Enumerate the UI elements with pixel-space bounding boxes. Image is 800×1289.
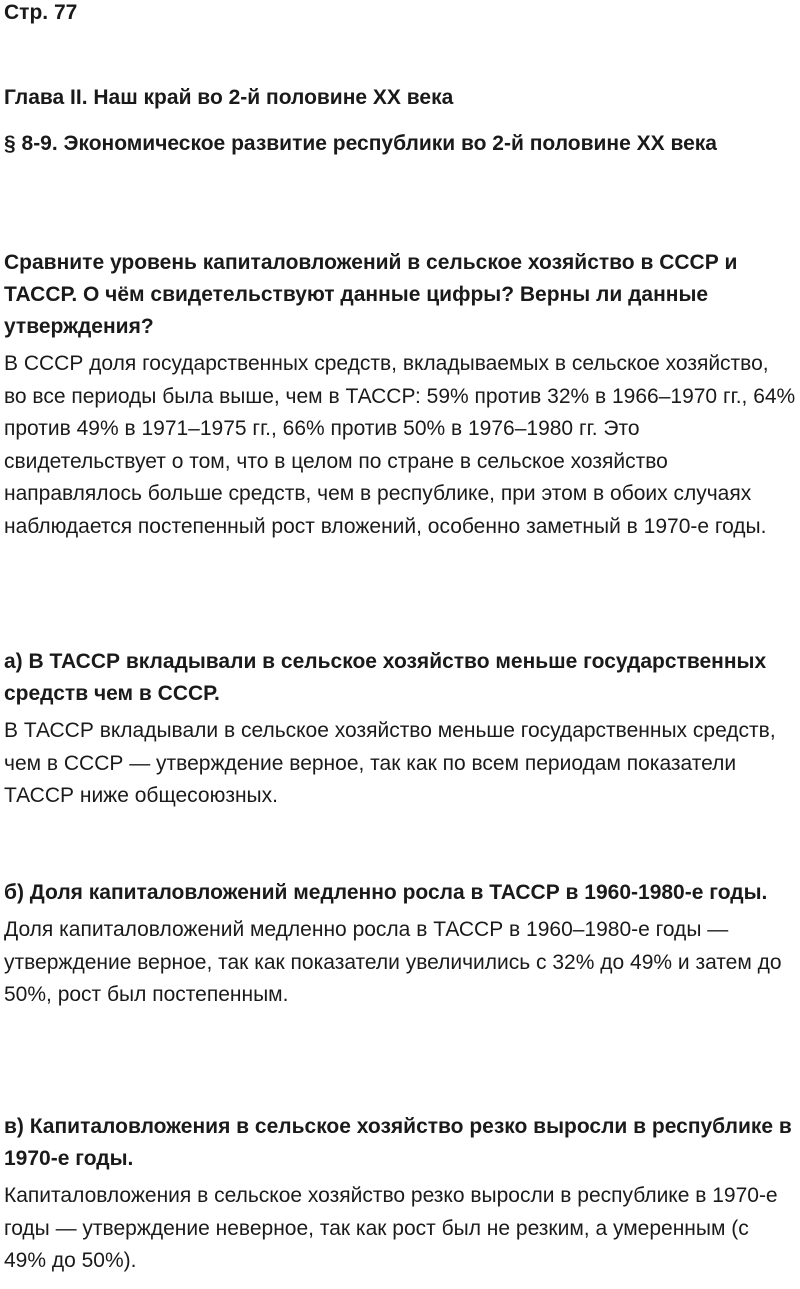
section-title: § 8-9. Экономическое развитие республики во 2-й половине XX века	[4, 132, 717, 155]
answer-b: Доля капиталовложений медленно росла в ТАССР в 1960–1980-е годы — утверждение верное, так как показатели увеличились с 32% до 49% и затем до 50%, рост был постепенным.	[4, 918, 782, 1006]
chapter-title: Глава II. Наш край во 2-й половине XX века	[4, 86, 454, 109]
question-a: а) В ТАССР вкладывали в сельское хозяйство меньше государственных средств чем в СССР.	[4, 650, 767, 705]
task-block-b	[4, 877, 796, 1012]
task-block-a	[4, 646, 796, 813]
answer-c: Капиталовложения в сельское хозяйство резко выросли в республике в 1970-е годы — утверждение неверное, так как рост был не резким, а умеренным (с 49% до 50%).	[4, 1184, 778, 1272]
answer-main: В СССР доля государственных средств, вкладываемых в сельское хозяйство, во все периоды была выше, чем в ТАССР: 59% против 32% в 1966–1970 гг., 64% против 49% в 1971–1975 гг., 66% против 50% в 1976–1980 гг. Это свидетельствует о том, что в целом по стране в сельское хозяйство направлялось больше средств, чем в республике, при этом в обоих случаях наблюдается постепенный рост вложений, особенно заметный в 1970-е годы.	[4, 352, 796, 538]
task-block-main	[4, 247, 796, 543]
task-block-c	[4, 1111, 796, 1278]
question-c: в) Капиталовложения в сельское хозяйство резко выросли в республике в 1970-е годы.	[4, 1115, 792, 1170]
question-b: б) Доля капиталовложений медленно росла в ТАССР в 1960-1980-е годы.	[4, 881, 768, 904]
page-number: Стр. 77	[4, 1, 78, 24]
question-main: Сравните уровень капиталовложений в сельское хозяйство в СССР и ТАССР. О чём свидетельствуют данные цифры? Верны ли данные утверждения?	[4, 251, 738, 338]
answer-a: В ТАССР вкладывали в сельское хозяйство меньше государственных средств, чем в СССР — утверждение верное, так как по всем периодам показатели ТАССР ниже общесоюзных.	[4, 719, 776, 807]
